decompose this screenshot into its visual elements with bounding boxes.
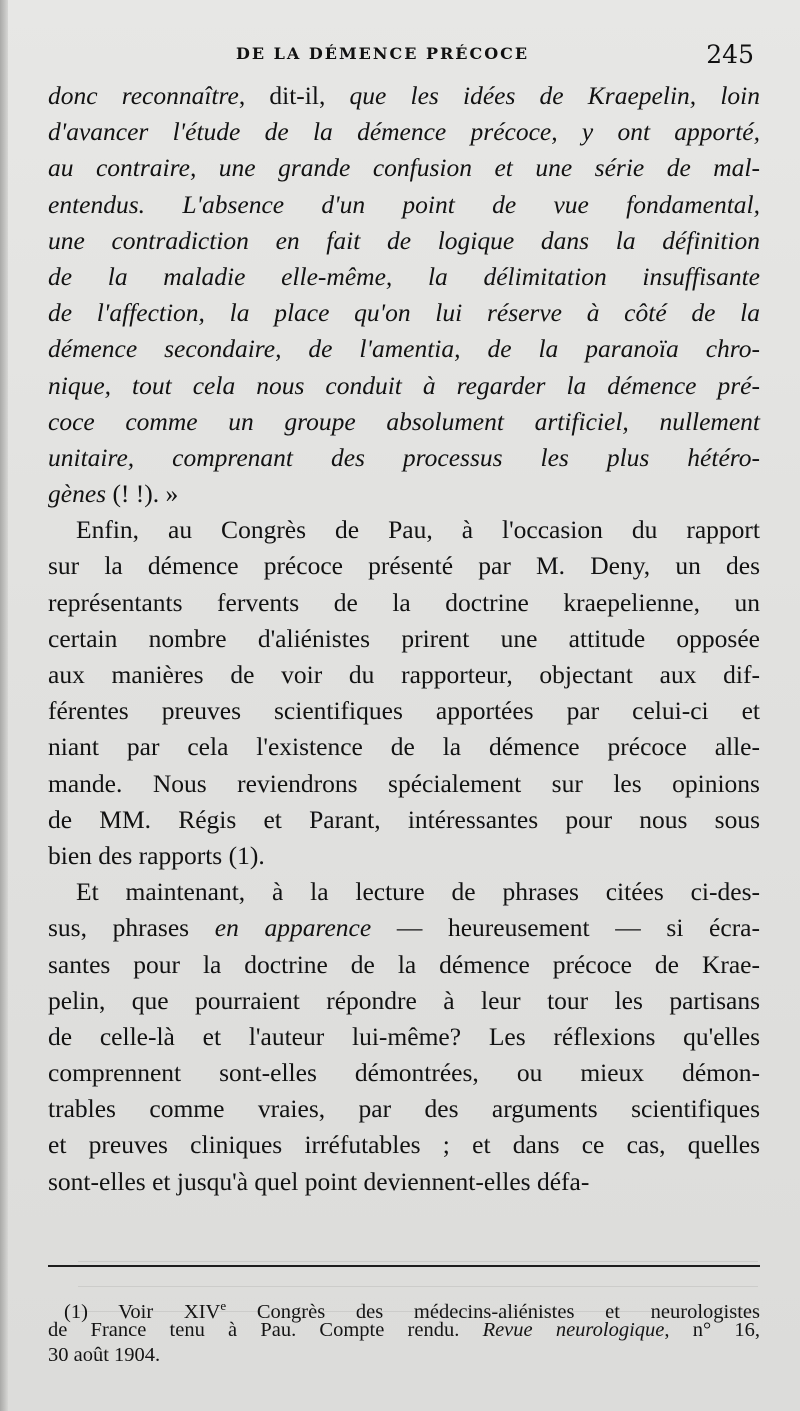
text-line [48, 874, 760, 910]
text-run: comprennent sont-elles démontrées, ou mieux démon- [48, 1058, 760, 1088]
superscript: e [220, 1298, 227, 1313]
text-run: sus, phrases [48, 913, 215, 943]
text-line [48, 1127, 760, 1163]
footnote-rule [48, 1265, 760, 1267]
text-line: bien des rapports (1). [48, 840, 265, 870]
text-line [48, 368, 760, 404]
text-run: (! !). » [106, 479, 179, 509]
text-run: santes pour la doctrine de la démence précoce de Krae- [48, 949, 760, 979]
text-line [48, 331, 760, 367]
text-run: , dit-il, [238, 81, 350, 110]
italic-run: de la maladie elle-même, la délimitation insuffisante [48, 261, 760, 291]
text-line [48, 476, 760, 512]
text-run: Et maintenant, à la lecture de phrases citées ci-des- [76, 877, 760, 907]
footnote-line [48, 1343, 760, 1368]
italic-run: coce comme un groupe absolument artificiel, nullement [48, 406, 760, 436]
text-line [48, 440, 760, 476]
text-run: trables comme vraies, par des arguments scientifiques [48, 1094, 760, 1124]
text-line [48, 1055, 760, 1091]
text-line [48, 1091, 760, 1127]
text-line [48, 983, 760, 1019]
main-text [48, 78, 760, 1200]
text-line: sur la démence précoce présenté par M. Deny, un des [48, 551, 760, 581]
italic-run: Revue neurologique [482, 1319, 665, 1341]
text-line [48, 223, 760, 259]
text-run: , n° 16, [664, 1319, 761, 1341]
italic-run: au contraire, une grande confusion et une série de mal- [48, 153, 760, 183]
italic-run: entendus. L'absence d'un point de vue fondamental, [48, 189, 760, 219]
italic-run: que les idées de Kraepelin, loin [349, 81, 760, 110]
text-line [48, 404, 760, 440]
text-run: 30 août 1904. [48, 1344, 161, 1366]
text-line: Enfin, au Congrès de Pau, à l'occasion du rapport [76, 515, 760, 545]
text-run: de France tenu à Pau. Compte rendu. [48, 1319, 483, 1341]
scan-edge-shadow [0, 0, 8, 1411]
text-line [48, 150, 760, 186]
italic-run: donc reconnaître [48, 81, 239, 110]
text-line: de MM. Régis et Parant, intéressantes pour nous sous [48, 804, 760, 834]
text-line [48, 910, 760, 946]
text-run: de celle-là et l'auteur lui-même? Les réflexions qu'elles [48, 1021, 760, 1051]
italic-run: unitaire, comprenant des processus les plus hétéro- [48, 442, 760, 472]
italic-run: de l'affection, la place qu'on lui réserve à côté de la [48, 298, 760, 328]
italic-run: nique, tout cela nous conduit à regarder la démence pré- [48, 370, 760, 400]
italic-run: une contradiction en fait de logique dans la définition [48, 225, 760, 255]
text-line: mande. Nous reviendrons spécialement sur les opinions [48, 768, 760, 798]
italic-run: en apparence [214, 913, 372, 943]
text-line: aux manières de voir du rapporteur, objectant aux dif- [48, 660, 760, 689]
text-run: pelin, que pourraient répondre à leur tour les partisans [48, 985, 760, 1015]
text-line [48, 295, 760, 331]
italic-run: d'avancer l'étude de la démence précoce, y ont apporté, [48, 117, 760, 147]
text-line [48, 1019, 760, 1055]
text-line [48, 114, 760, 150]
text-line [48, 947, 760, 983]
text-run: — heureusement — si écra- [371, 913, 760, 943]
italic-run: démence secondaire, de l'amentia, de la paranoïa chro- [48, 334, 760, 364]
text-line [48, 187, 760, 223]
text-line [48, 1164, 760, 1200]
text-line: férentes preuves scientifiques apportées par celui-ci et [48, 696, 760, 726]
paragraph-quotation-end [48, 78, 760, 512]
running-head: DE LA DÉMENCE PRÉCOCE [236, 44, 530, 63]
italic-run: gènes [48, 479, 107, 509]
footnote [48, 1293, 760, 1368]
text-run: Congrès des médecins-aliénistes et neurologistes [226, 1300, 760, 1323]
text-run: (1) Voir XIV [64, 1300, 221, 1323]
text-line: certain nombre d'aliénistes prirent une attitude opposée [48, 623, 760, 653]
text-line [48, 78, 760, 114]
page-header [48, 40, 760, 70]
text-line: niant par cela l'existence de la démence précoce alle- [48, 732, 760, 762]
text-run: sont-elles et jusqu'à quel point deviennent-elles défa- [48, 1166, 590, 1196]
paragraph-congres-de-pau [48, 512, 760, 874]
text-line [48, 259, 760, 295]
page-number: 245 [706, 40, 754, 69]
footnote-line [48, 1318, 760, 1343]
text-run: et preuves cliniques irréfutables ; et dans ce cas, quelles [48, 1130, 760, 1160]
paragraph-et-maintenant [48, 874, 760, 1200]
text-line: représentants fervents de la doctrine kraepelienne, un [48, 587, 760, 617]
footnote-line [48, 1293, 760, 1323]
